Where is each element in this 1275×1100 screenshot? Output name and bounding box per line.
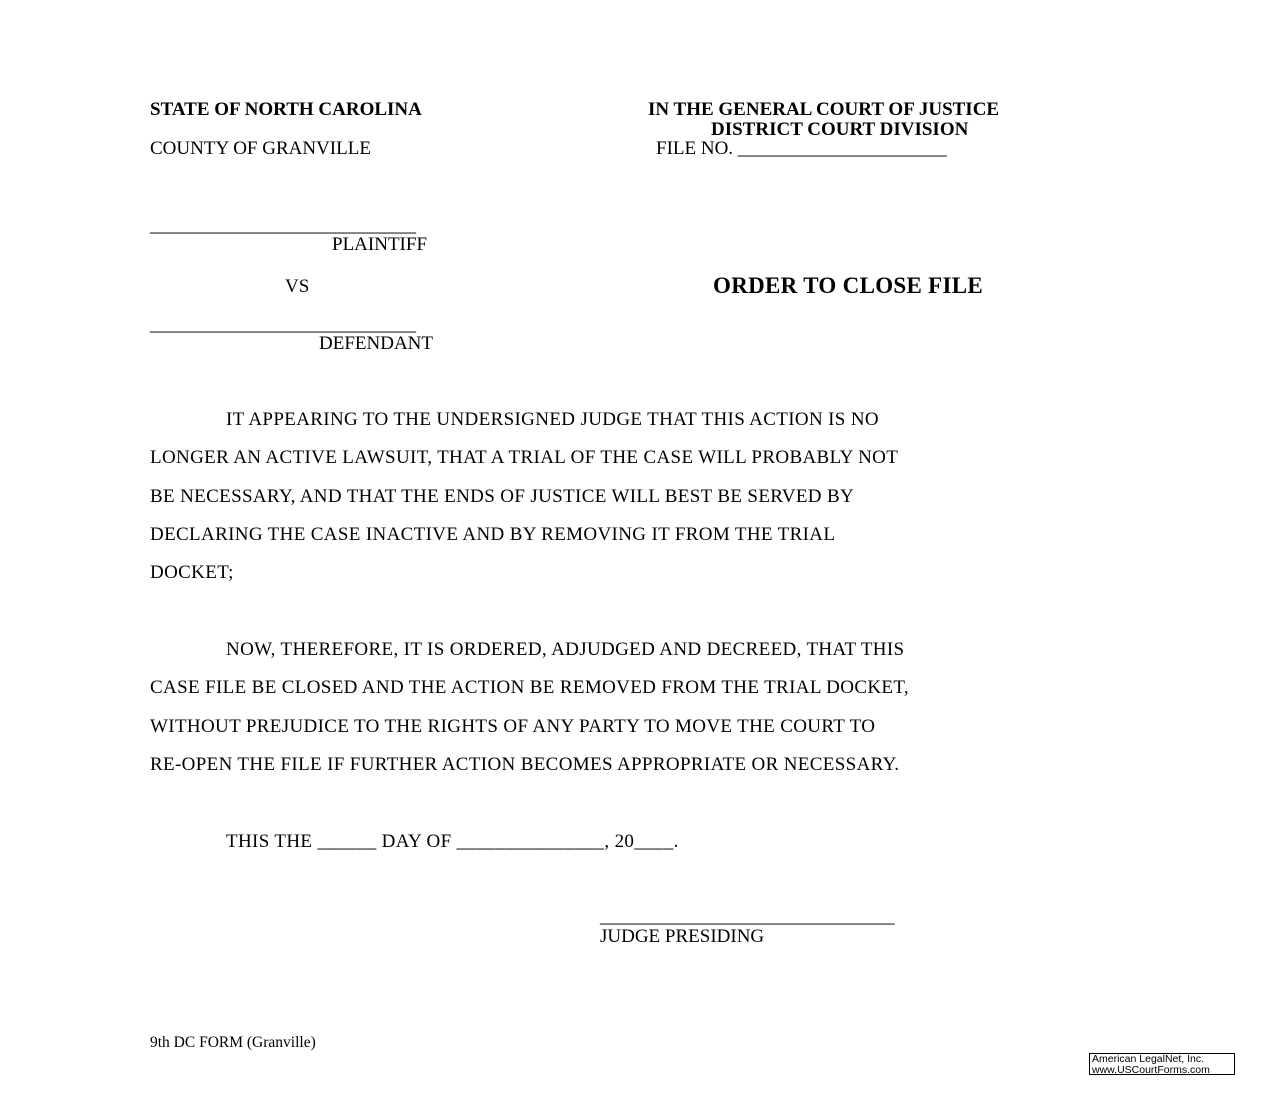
defendant-blank-line: ____________________________ [150, 314, 416, 335]
document-title: ORDER TO CLOSE FILE [713, 273, 984, 298]
paragraph-line: CASE FILE BE CLOSED AND THE ACTION BE REMOVED FROM THE TRIAL DOCKET, [150, 677, 910, 698]
defendant-label: DEFENDANT [319, 333, 433, 354]
court-heading: IN THE GENERAL COURT OF JUSTICE [648, 99, 1000, 120]
paragraph-line: WITHOUT PREJUDICE TO THE RIGHTS OF ANY PARTY TO MOVE THE COURT TO [150, 716, 876, 737]
division-heading: DISTRICT COURT DIVISION [711, 119, 969, 140]
paragraph-line: NOW, THEREFORE, IT IS ORDERED, ADJUDGED AND DECREED, THAT THIS [226, 639, 905, 660]
state-heading: STATE OF NORTH CAROLINA [150, 99, 422, 120]
signature-line: _______________________________ [600, 906, 895, 927]
form-id-footer: 9th DC FORM (Granville) [150, 1034, 316, 1051]
stamp-company: American LegalNet, Inc. [1092, 1053, 1205, 1065]
versus-label: VS [285, 276, 310, 297]
paragraph-line: IT APPEARING TO THE UNDERSIGNED JUDGE THAT THIS ACTION IS NO [226, 409, 879, 430]
signature-label: JUDGE PRESIDING [600, 926, 765, 947]
paragraph-line: DECLARING THE CASE INACTIVE AND BY REMOVING IT FROM THE TRIAL [150, 524, 836, 545]
stamp-website: www.USCourtForms.com [1092, 1064, 1210, 1076]
paragraph-line: BE NECESSARY, AND THAT THE ENDS OF JUSTICE WILL BEST BE SERVED BY [150, 486, 855, 507]
file-number-field: FILE NO. ______________________ [656, 138, 947, 159]
date-line: THIS THE ______ DAY OF _______________, 20____. [226, 831, 679, 852]
paragraph-line: LONGER AN ACTIVE LAWSUIT, THAT A TRIAL OF THE CASE WILL PROBABLY NOT [150, 447, 899, 468]
paragraph-line: RE-OPEN THE FILE IF FURTHER ACTION BECOMES APPROPRIATE OR NECESSARY. [150, 754, 900, 775]
plaintiff-label: PLAINTIFF [332, 234, 428, 255]
plaintiff-blank-line: ____________________________ [150, 215, 416, 236]
publisher-stamp [1089, 1053, 1235, 1075]
county-heading: COUNTY OF GRANVILLE [150, 138, 371, 159]
paragraph-line: DOCKET; [150, 562, 234, 583]
